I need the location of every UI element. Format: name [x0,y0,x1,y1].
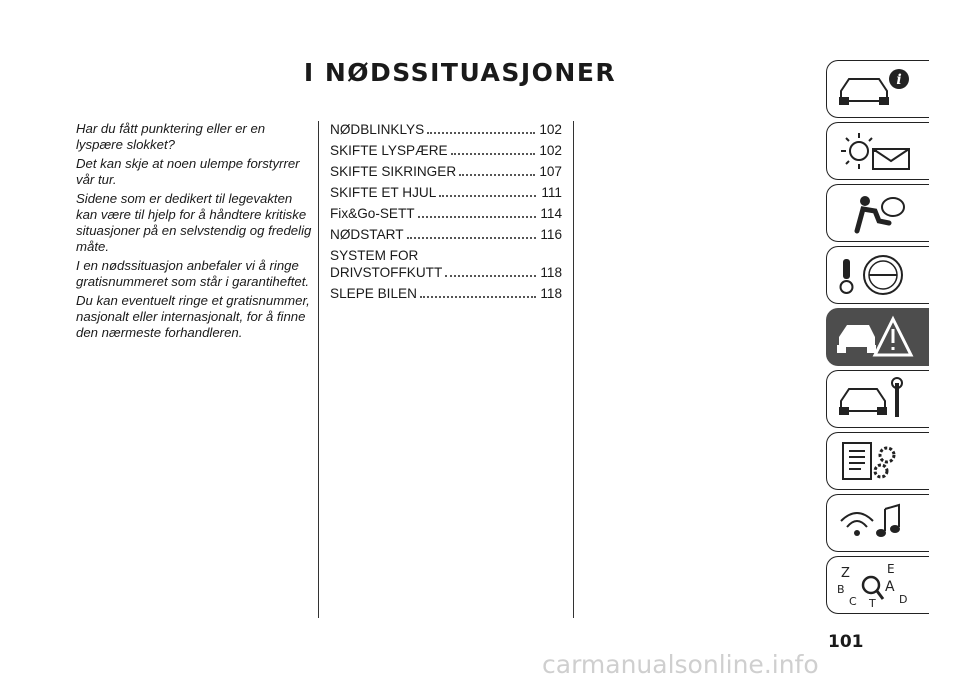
car-info-icon [835,67,915,111]
toc-label: NØDBLINKLYS [330,122,425,137]
toc-label: SKIFTE ET HJUL [330,185,437,200]
intro-paragraph: I en nødssituasjon anbefaler vi å ringe gratisnummeret som står i garantiheftet. [76,258,310,289]
toc-entry[interactable] [330,247,562,281]
toc-page: 118 [540,286,562,301]
toc-label: SLEPE BILEN [330,286,417,301]
chapter-tab-technical-data[interactable] [826,432,929,490]
toc-entry[interactable] [330,142,562,159]
chapter-tab-safety[interactable] [826,184,929,242]
watermark-text: carmanualsonline.info [542,650,819,679]
intro-paragraph: Du kan eventuelt ringe et gratisnummer, nasjonalt eller internasjonalt, for å finne den nærmeste forhandleren. [76,293,310,340]
intro-paragraph: Det kan skje at noen ulempe forstyrrer vår tur. [76,156,300,187]
key-steering-wheel-icon [835,253,915,297]
toc-page: 118 [540,265,562,280]
toc-leader [407,237,536,239]
chapter-tab-car-info[interactable] [826,60,929,118]
intro-paragraph: Sidene som er dedikert til legevakten kan være til hjelp for å håndtere kritiske situasjoner på en selvstendig og fredelig måte. [76,191,312,254]
page-title: I NØDSSITUASJONER [303,58,617,87]
car-breakdown-warning-triangle-icon [835,315,915,359]
page-number: 101 [828,632,864,652]
wifi-music-note-icon [835,501,915,545]
toc-entry[interactable] [330,184,562,201]
toc-leader [420,296,536,298]
toc-page: 102 [539,143,562,158]
toc-leader [427,132,535,134]
toc-label: SKIFTE LYSPÆRE [330,143,448,158]
column-divider [318,121,319,618]
toc-label: NØDSTART [330,227,404,242]
intro-paragraph: Har du fått punktering eller er en lyspære slokket? [76,121,266,152]
toc-leader [445,275,536,277]
airbag-seat-icon [835,191,915,235]
toc-entry[interactable] [330,285,562,302]
toc-label: SYSTEM FOR DRIVSTOFFKUTT [330,248,443,280]
column-divider [573,121,574,618]
toc-leader [459,174,535,176]
document-gears-icon [835,439,915,483]
toc-entry[interactable] [330,163,562,180]
toc-leader [439,195,536,197]
toc-leader [418,216,536,218]
toc-page: 114 [540,206,562,221]
index-letter: B [837,583,845,596]
toc-entry[interactable] [330,121,562,138]
chapter-tab-emergencies[interactable] [826,308,929,366]
alphabet-index-search-icon [835,563,915,607]
toc-page: 107 [539,164,562,179]
car-wrench-icon [835,377,915,421]
toc-label: Fix&Go-SETT [330,206,415,221]
toc-label: SKIFTE SIKRINGER [330,164,457,179]
warning-light-envelope-icon [835,129,915,173]
index-letter: T [869,597,876,607]
chapter-tab-maintenance[interactable] [826,370,929,428]
chapter-tab-starting-driving[interactable] [826,246,929,304]
chapter-tab-index[interactable] [826,556,929,614]
chapter-tab-warning-lights[interactable] [826,122,929,180]
toc-leader [451,153,536,155]
svg-text:i: i [896,72,902,88]
chapter-tab-multimedia[interactable] [826,494,929,552]
table-of-contents [330,121,562,306]
toc-page: 116 [540,227,562,242]
intro-text [76,121,314,344]
toc-entry[interactable] [330,205,562,222]
index-letter: Z [841,566,850,581]
toc-entry[interactable] [330,226,562,243]
index-letter: E [887,563,895,576]
toc-page: 111 [541,185,562,200]
index-letter: A [885,579,895,595]
index-letter: D [899,593,908,606]
toc-page: 102 [539,122,562,137]
index-letter: C [849,595,857,607]
